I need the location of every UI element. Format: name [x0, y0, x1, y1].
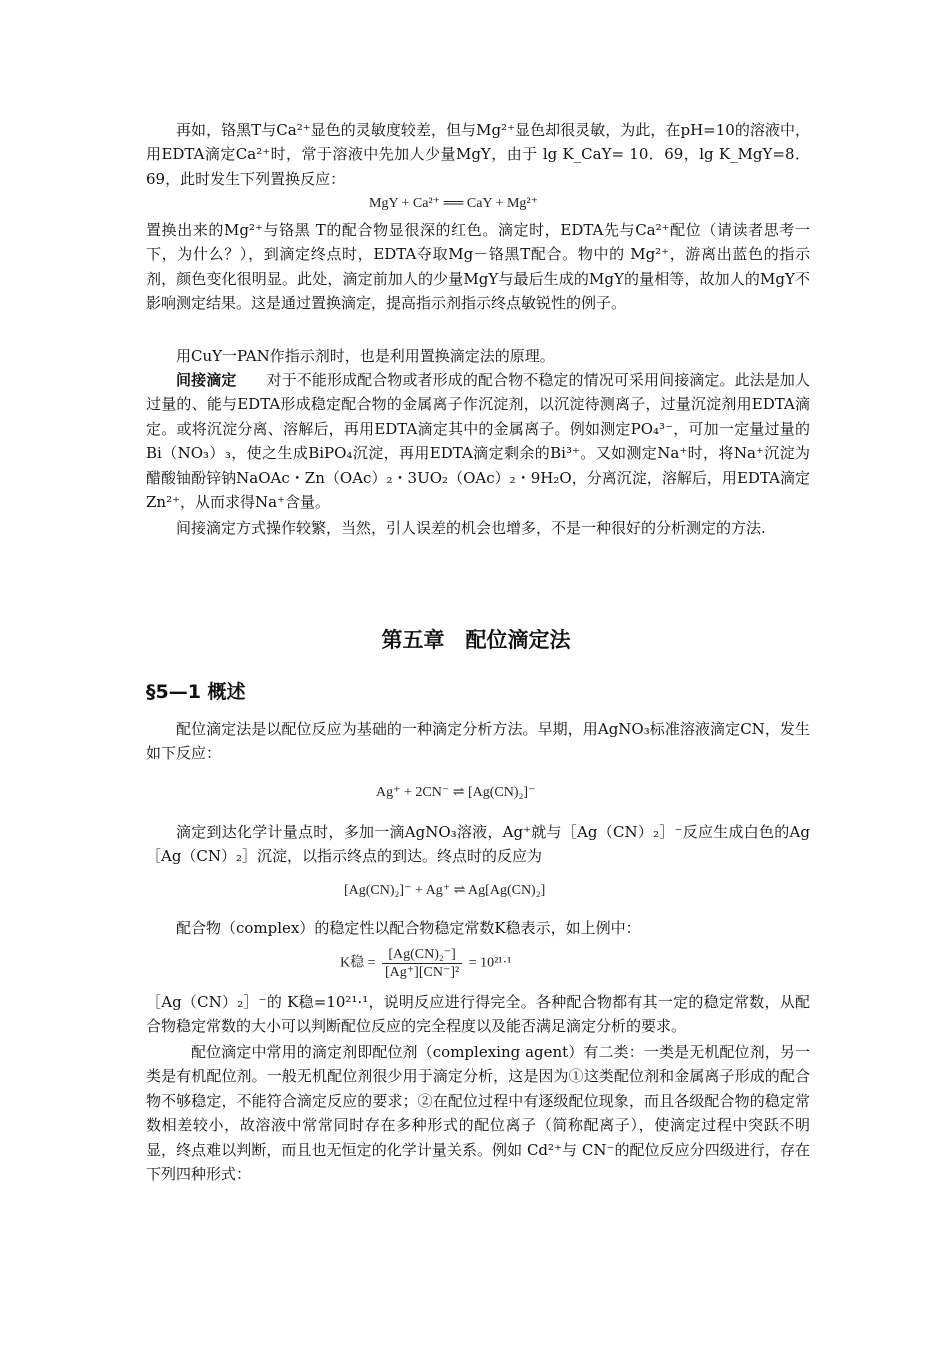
- paragraph-stability-meaning: [146, 990, 810, 1039]
- paragraph-text: 用CuY一PAN作指示剂时，也是利用置换滴定法的原理。: [176, 347, 555, 365]
- paragraph-text: ［Ag（CN）₂］⁻的 K稳=10²¹·¹，说明反应进行得完全。各种配合物都有其一定的稳定常数，从配合物稳定常数的大小可以判断配位反应的完全程度以及能否满足滴定分析的要求。: [146, 993, 810, 1036]
- paragraph-displacement-titration: [146, 118, 810, 191]
- paragraph-indirect-remark: [146, 516, 810, 540]
- equation-endpoint-reaction: [Ag(CN)₂]⁻ + Ag⁺ ⇌ Ag[Ag(CN)₂]: [344, 883, 546, 898]
- equation-mgy-ca: MgY + Ca²⁺ ══ CaY + Mg²⁺: [369, 196, 538, 211]
- paragraph-text: 间接滴定方式操作较繁，当然，引人误差的机会也增多，不是一种很好的分析测定的方法.: [176, 519, 766, 537]
- paragraph-text: 再如，铬黑T与Ca²⁺显色的灵敏度较差，但与Mg²⁺显色却很灵敏，为此，在pH=10的溶液中，用EDTA滴定Ca²⁺时，常于溶液中先加人少量MgY，由于 lg K_CaY= 10．69，lg K_MgY=8．69，此时发生下列置换反应：: [146, 121, 810, 188]
- paragraph-text: 配位滴定中常用的滴定剂即配位剂（complexing agent）有二类：一类是无机配位剂，另一类是有机配位剂。一般无机配位剂很少用于滴定分析，这是因为①这类配位剂和金属离子形成的配合物不够稳定，不能符合滴定反应的要求；②在配位过程中有逐级配位现象，而且各级配合物的稳定常数相差较小，故溶液中常常同时存在多种形式的配位离子（简称配离子），使滴定过程中突跃不明显，终点难以判断，而且也无恒定的化学计量关系。例如 Cd²⁺与 CN⁻的配位反应分四级进行，存在下列四种形式：: [146, 1043, 810, 1184]
- paragraph-text: 滴定到达化学计量点时，多加一滴AgNO₃溶液，Ag⁺就与［Ag（CN）₂］⁻反应生成白色的Ag［Ag（CN）₂］沉淀，以指示终点的到达。终点时的反应为: [146, 823, 810, 866]
- fraction-denominator: [Ag⁺][CN⁻]²: [385, 965, 460, 980]
- paragraph-stability-constant: [146, 916, 810, 940]
- equation-stability-constant: [340, 946, 511, 981]
- equation-lhs: K稳 =: [340, 955, 376, 971]
- equation-rhs: = 10²¹·¹: [468, 955, 512, 971]
- paragraph-text: 对于不能形成配合物或者形成的配合物不稳定的情况可采用间接滴定。此法是加人过量的、能与EDTA形成稳定配合物的金属离子作沉淀剂，以沉淀待测离子，过量沉淀剂用EDTA滴定。或将沉淀分离、溶解后，再用EDTA滴定其中的金属离子。例如测定PO₄³⁻，可加一定量过量的Bi（NO₃）₃，使之生成BiPO₄沉淀，再用EDTA滴定剩余的Bi³⁺。又如测定Na⁺时，将Na⁺沉淀为醋酸铀酚锌钠NaOAc・Zn（OAc）₂・3UO₂（OAc）₂・9H₂O，分离沉淀，溶解后，用EDTA滴定Zn²⁺，从而求得Na⁺含量。: [146, 371, 810, 512]
- paragraph-overview: [146, 717, 810, 766]
- paragraph-endpoint: [146, 820, 810, 869]
- term-indirect-titration: 间接滴定: [176, 371, 237, 389]
- paragraph-cuy-pan: [146, 344, 810, 368]
- equation-ag-cn: Ag⁺ + 2CN⁻ ⇌ [Ag(CN)₂]⁻: [376, 785, 536, 800]
- fraction-numerator: [Ag(CN)₂⁻]: [382, 946, 462, 964]
- paragraph-displacement-explanation: [146, 218, 810, 316]
- paragraph-indirect-titration: [146, 368, 810, 514]
- fraction: [382, 946, 462, 981]
- section-title: §5—1 概述: [146, 681, 246, 703]
- paragraph-text: 置换出来的Mg²⁺与铬黑 T的配合物显很深的红色。滴定时，EDTA先与Ca²⁺配位（请读者思考一下，为什么？），到滴定终点时，EDTA夺取Mg－铬黑T配合。物中的 Mg²⁺，游离出蓝色的指示剂，颜色变化很明显。此处，滴定前加人的少量MgY与最后生成的MgY的量相等，故加人的MgY不影响测定结果。这是通过置换滴定，提高指示剂指示终点敏锐性的例子。: [146, 221, 810, 313]
- chapter-title: 第五章 配位滴定法: [381, 628, 571, 652]
- paragraph-text: 配合物（complex）的稳定性以配合物稳定常数K稳表示，如上例中：: [176, 919, 641, 937]
- paragraph-complexing-agents: [146, 1040, 810, 1186]
- paragraph-text: 配位滴定法是以配位反应为基础的一种滴定分析方法。早期，用AgNO₃标准溶液滴定CN，发生如下反应：: [146, 720, 810, 763]
